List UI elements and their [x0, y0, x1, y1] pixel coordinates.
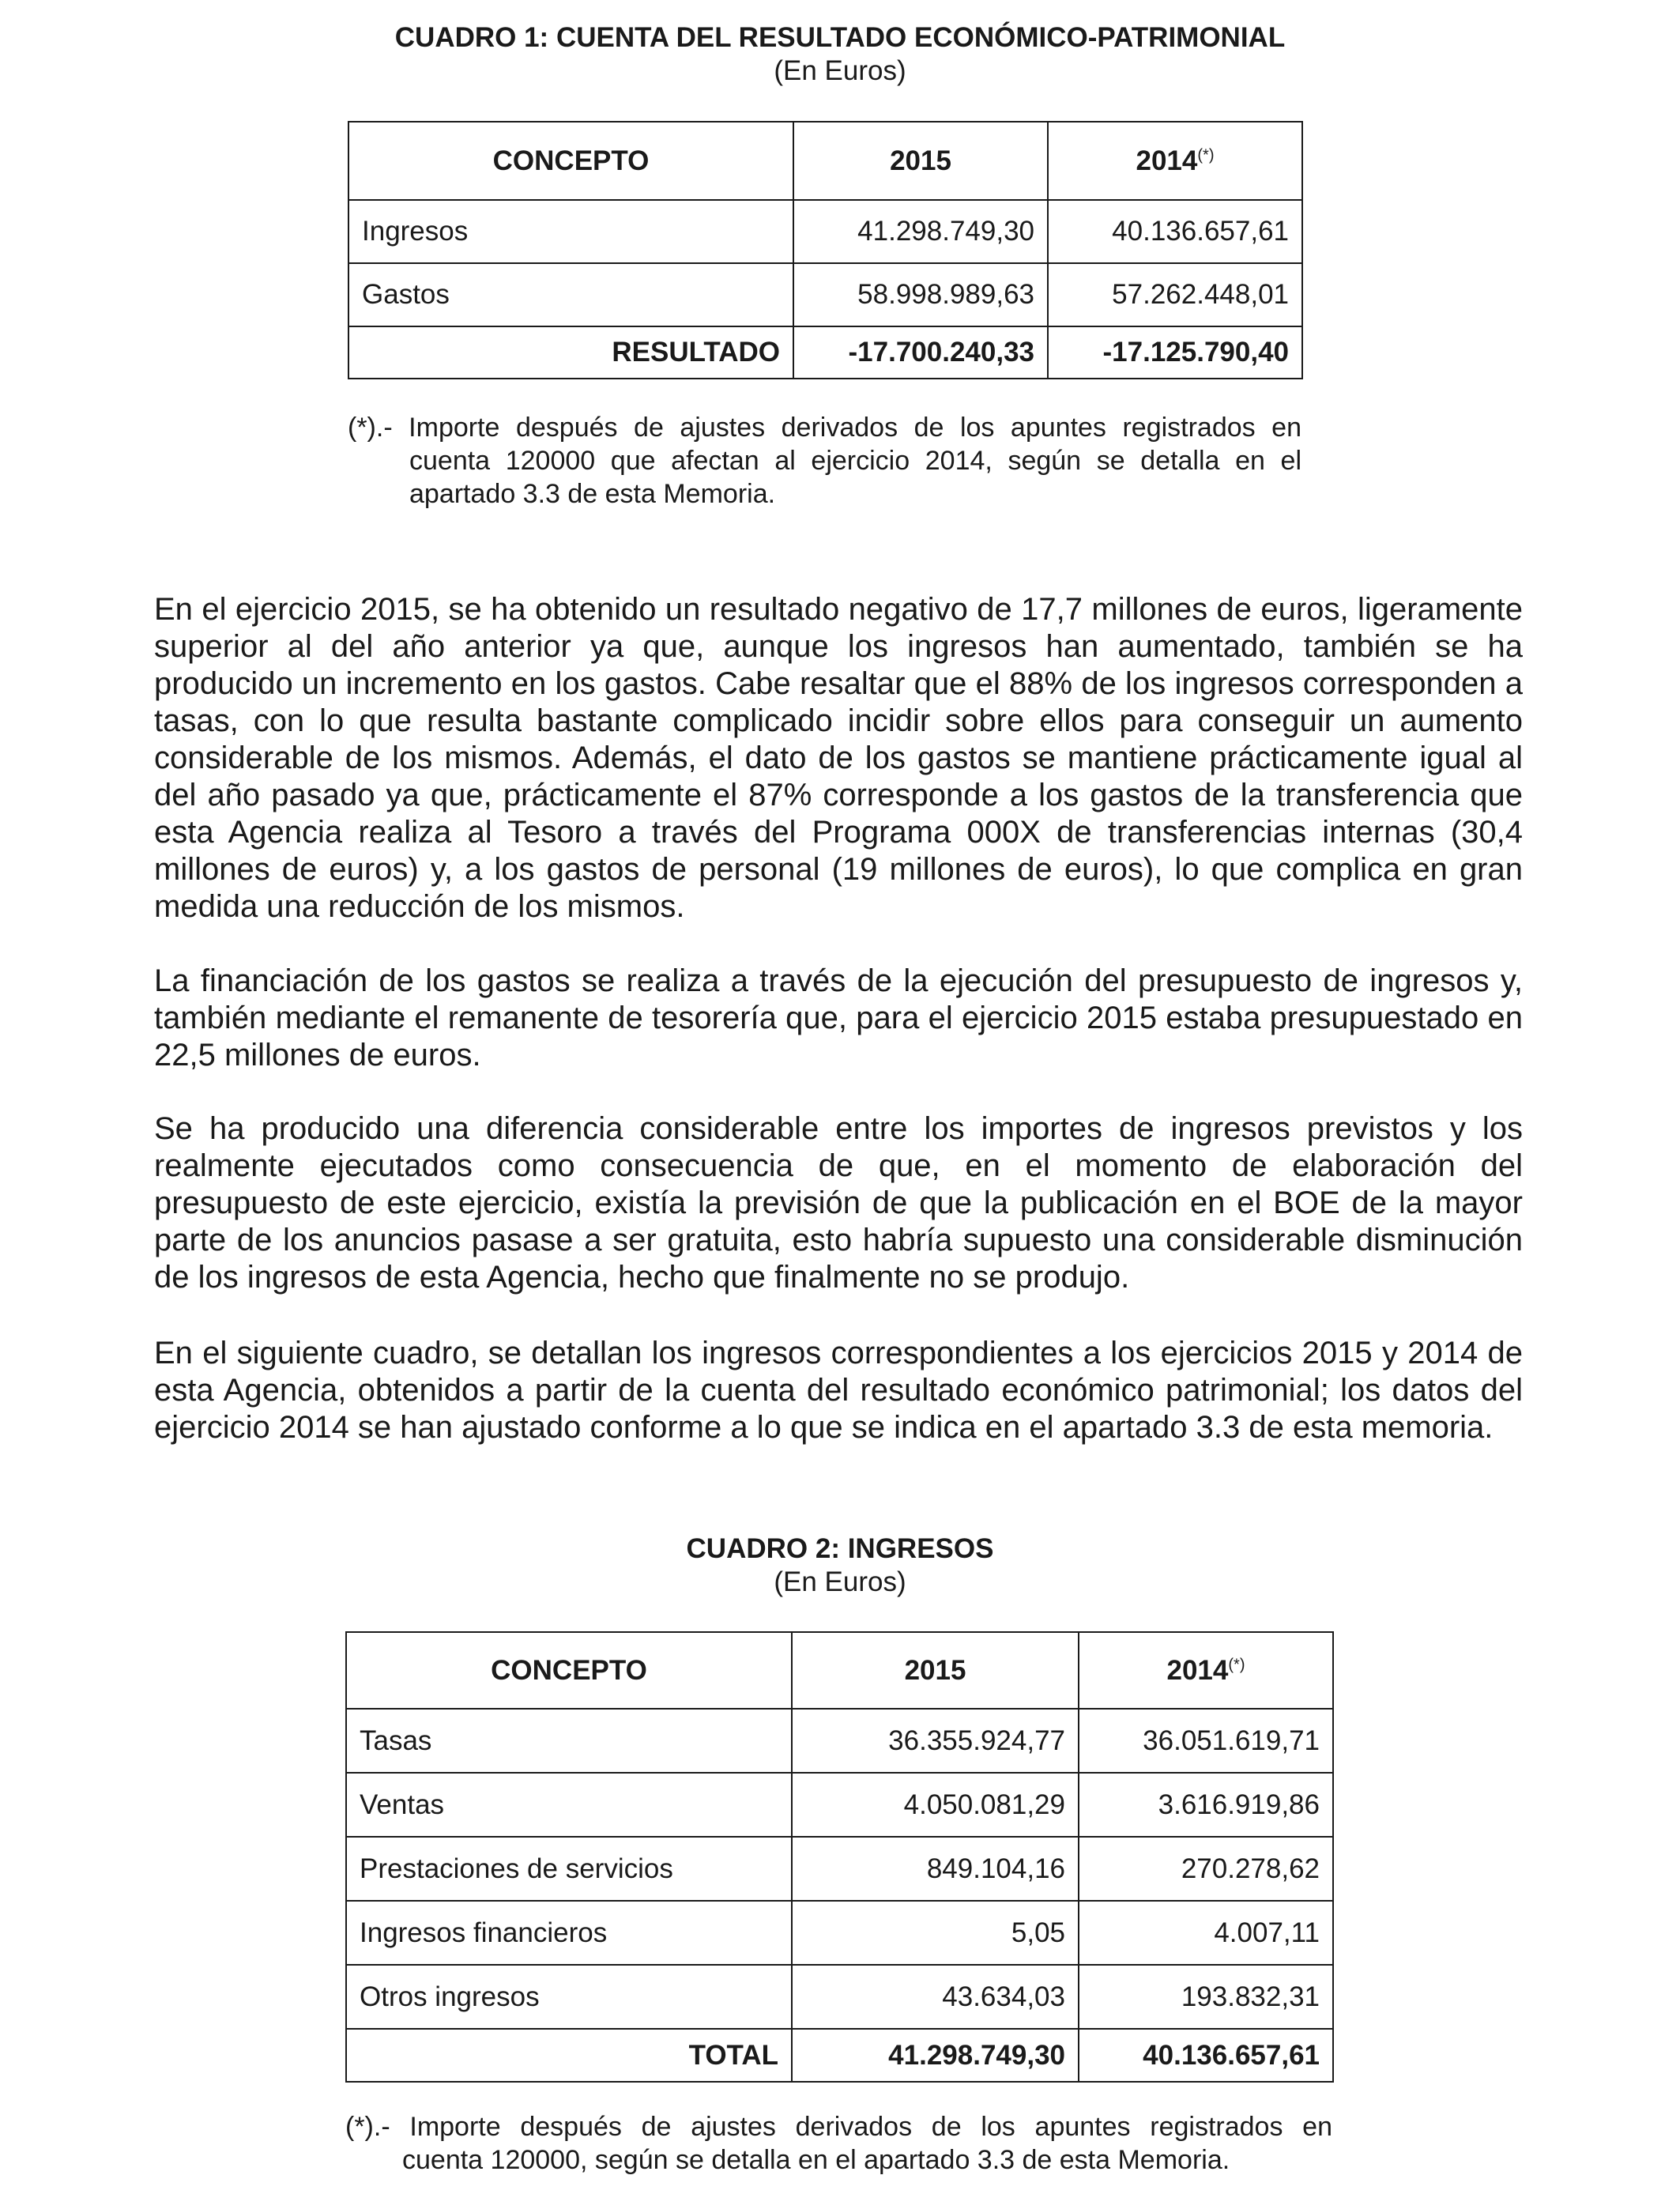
row-value-2015: 4.050.081,29 — [792, 1773, 1079, 1837]
body-paragraph: Se ha producido una diferencia considerable entre los importes de ingresos previstos y los realmente ejecutados como consecuencia de que, en el momento de elaboración del presupuesto de este ejercicio, existía la previsión de que la publicación en el BOE de la mayor parte de los anuncios pasase a ser gratuita, esto habría supuesto una considerable disminución de los ingresos de esta Agencia, hecho que finalmente no se produjo. — [154, 1111, 1523, 1295]
cuadro2-footnote — [345, 2110, 1332, 2177]
table-total-row — [346, 2029, 1333, 2082]
row-value-2014: 4.007,11 — [1079, 1901, 1333, 1965]
table-row — [346, 1837, 1333, 1901]
header-2014: 2014(*) — [1079, 1632, 1333, 1709]
body-paragraph: En el ejercicio 2015, se ha obtenido un resultado negativo de 17,7 millones de euros, ligeramente superior al del año anterior ya que, aunque los ingresos han aumentado, también se ha producido un incremento en los gastos. Cabe resaltar que el 88% de los ingresos corresponden a tasas, con lo que resulta bastante complicado incidir sobre ellos para conseguir un aumento considerable de los mismos. Además, el dato de los gastos se mantiene prácticamente igual al del año pasado ya que, prácticamente el 87% corresponde a los gastos de la transferencia que esta Agencia realiza al Tesoro a través del Programa 000X de transferencias internas (30,4 millones de euros) y, a los gastos de personal (19 millones de euros), lo que complica en gran medida una reducción de los mismos. — [154, 592, 1523, 924]
footnote-mark: (*) — [1228, 1655, 1245, 1673]
row-value-2015: 41.298.749,30 — [793, 200, 1048, 263]
row-value-2015: 849.104,16 — [792, 1837, 1079, 1901]
table-row — [346, 1773, 1333, 1837]
table-row — [346, 1965, 1333, 2029]
footnote-line: (*).- Importe después de ajustes derivados de los apuntes registrados en — [345, 2112, 1332, 2142]
header-concepto: CONCEPTO — [348, 122, 793, 200]
row-value-2014: 270.278,62 — [1079, 1837, 1333, 1901]
table-total-row — [348, 326, 1302, 379]
header-2014: 2014(*) — [1048, 122, 1302, 200]
header-2015: 2015 — [792, 1632, 1079, 1709]
row-value-2015: 58.998.989,63 — [793, 263, 1048, 326]
row-concepto: Ingresos financieros — [346, 1901, 792, 1965]
row-concepto: Prestaciones de servicios — [346, 1837, 792, 1901]
row-concepto: Tasas — [346, 1709, 792, 1773]
table-header-row — [348, 122, 1302, 200]
table-row — [348, 200, 1302, 263]
footnote-line: (*).- Importe después de ajustes derivados de los apuntes registrados en — [348, 413, 1301, 443]
footnote-line: cuenta 120000, según se detalla en el apartado 3.3 de esta Memoria. — [402, 2145, 1230, 2175]
row-concepto: Gastos — [348, 263, 793, 326]
cuadro1-title: CUADRO 1: CUENTA DEL RESULTADO ECONÓMICO-PATRIMONIAL — [394, 22, 1286, 53]
row-concepto: Ingresos — [348, 200, 793, 263]
cuadro2-title: CUADRO 2: INGRESOS — [686, 1533, 994, 1564]
cuadro2-subtitle: (En Euros) — [774, 1566, 906, 1597]
body-paragraph: En el siguiente cuadro, se detallan los ingresos correspondientes a los ejercicios 2015 y 2014 de esta Agencia, obtenidos a partir de la cuenta del resultado económico patrimonial; los datos del ejercicio 2014 se han ajustado conforme a lo que se indica en el apartado 3.3 de esta memoria. — [154, 1336, 1523, 1445]
header-concepto: CONCEPTO — [346, 1632, 792, 1709]
row-value-2014: 3.616.919,86 — [1079, 1773, 1333, 1837]
footnote-mark: (*) — [1197, 145, 1215, 164]
body-paragraph: La financiación de los gastos se realiza a través de la ejecución del presupuesto de ingresos y, también mediante el remanente de tesorería que, para el ejercicio 2015 estaba presupuestado en 22,5 millones de euros. — [154, 963, 1523, 1072]
table-row — [346, 1901, 1333, 1965]
row-value-2014: 57.262.448,01 — [1048, 263, 1302, 326]
cuadro1-table — [348, 121, 1303, 379]
row-value-2014: 193.832,31 — [1079, 1965, 1333, 2029]
cuadro2-table — [345, 1631, 1334, 2083]
cuadro1-subtitle: (En Euros) — [774, 55, 906, 86]
row-concepto: Ventas — [346, 1773, 792, 1837]
row-value-2014: 40.136.657,61 — [1048, 200, 1302, 263]
row-value-2015: 43.634,03 — [792, 1965, 1079, 2029]
table-row — [346, 1709, 1333, 1773]
header-2015: 2015 — [793, 122, 1048, 200]
total-value-2015: 41.298.749,30 — [792, 2029, 1079, 2082]
total-value-2014: 40.136.657,61 — [1079, 2029, 1333, 2082]
table-row — [348, 263, 1302, 326]
footnote-line: apartado 3.3 de esta Memoria. — [409, 479, 776, 509]
table-header-row — [346, 1632, 1333, 1709]
total-value-2014: -17.125.790,40 — [1048, 326, 1302, 379]
cuadro1-footnote — [348, 411, 1301, 511]
row-value-2014: 36.051.619,71 — [1079, 1709, 1333, 1773]
row-value-2015: 36.355.924,77 — [792, 1709, 1079, 1773]
row-value-2015: 5,05 — [792, 1901, 1079, 1965]
row-concepto: Otros ingresos — [346, 1965, 792, 2029]
total-value-2015: -17.700.240,33 — [793, 326, 1048, 379]
footnote-line: cuenta 120000 que afectan al ejercicio 2014, según se detalla en el — [409, 446, 1301, 476]
total-label: TOTAL — [346, 2029, 792, 2082]
total-label: RESULTADO — [348, 326, 793, 379]
